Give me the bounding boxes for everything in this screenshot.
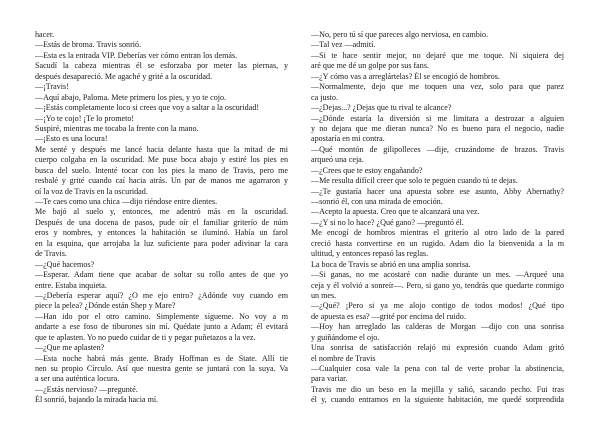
- text-line: y guiñándome el ojo.: [311, 332, 380, 342]
- text-line: —Te caes como una chica —dijo riéndose entre dientes.: [35, 197, 218, 206]
- text-line: Me encogí de hombros mientras el griterío al otro lado de la pared: [311, 228, 564, 238]
- text-line: —Esperar. Adam tiene que acabar de soltar su rollo antes de que yo: [35, 270, 288, 280]
- text-line: Una sonrisa de satisfacción relajó mi expresión cuando Adam gritó: [311, 343, 564, 353]
- text-line: —¿Que me aplasten?: [35, 343, 105, 353]
- text-line: Después de una docena de pasos, pude oír el familiar griterío de núm: [35, 217, 288, 227]
- text-line: —¿Debería esperar aquí? ¿O me ejo entro? ¿Adónde voy cuando em: [35, 290, 288, 300]
- text-line: ceja y él volvió a sonreír—. Pero, si gano yo, tendrás que quedarte conmigo: [311, 280, 564, 290]
- text-line: el nombre de Travis: [311, 353, 376, 363]
- text-line: —Si ganas, no me acostaré con nadie durante un mes. —Arqueé una: [311, 270, 564, 280]
- text-line: —Cualquier cosa vale la pena con tal de verte probar la abstinencia,: [311, 364, 564, 373]
- text-line: Suspiré, mientras me tocaba la frente con la mano.: [35, 123, 199, 133]
- text-line: —¡Travis!: [35, 82, 69, 92]
- text-line: creció hasta convertirse en un rugido. Adam dio la bienvenida a la m: [311, 238, 564, 248]
- text-line: —Normalmente, dejo que me toquen una vez, solo para que parez: [311, 82, 564, 92]
- text-line: Él sonrió, bajando la mirada hacia mí.: [35, 395, 159, 405]
- text-line: —Han ido por el otro camino. Simplemente sígueme. No voy a m: [35, 311, 288, 321]
- text-line: un mes.: [311, 290, 337, 300]
- text-line: —¿Qué hacemos?: [35, 259, 95, 269]
- text-line: —Esta noche habrá más gente. Brady Hoffman es de State. Allí tie: [35, 353, 288, 363]
- text-line: para variar.: [311, 374, 348, 384]
- text-line: —Si te hace sentir mejor, no dejaré que me toque. Ni siquiera dej: [311, 50, 564, 60]
- text-line: —Aquí abajo, Paloma. Mete primero los pies, y yo te cojo.: [35, 92, 227, 102]
- text-line: aré que me dé un golpe por sus fans.: [311, 61, 429, 71]
- text-line: —Me resulta difícil creer que solo te peguen cuando tú te dejas.: [311, 176, 518, 186]
- text-line: —Estás de broma. Travis sonrió.: [35, 40, 142, 50]
- text-line: en la esquina, que arrojaba la luz suficiente para poder adivinar la cara: [35, 238, 288, 248]
- text-line: de apuesta es esa? —grité por encima del ruido.: [311, 311, 466, 321]
- text-line: que te aplasten. Yo no puedo cuidar de ti y pegar puñetazos a la vez.: [35, 332, 256, 342]
- text-line: de Travis.: [35, 249, 67, 259]
- text-line: ultitud, y entonces repasó las reglas.: [311, 249, 429, 259]
- text-line: nen su propio Círculo. Así que nuestra gente se juntará con la suya. Va: [35, 364, 288, 373]
- text-line: —¿Dejas...? ¿Dejas que tu rival te alcance?: [311, 103, 452, 113]
- text-line: —¿Crees que te estoy engañando?: [311, 165, 423, 175]
- text-line: oí la voz de Travis en la oscuridad.: [35, 186, 148, 196]
- text-line: apostaría en mi contra.: [311, 134, 385, 144]
- text-line: —Tal vez —admití.: [311, 40, 376, 50]
- text-line: La boca de Travis se abrió en una amplia sonrisa.: [311, 259, 471, 269]
- right-text-column: [311, 30, 564, 406]
- text-line: después desapareció. Me agaché y grité a la oscuridad.: [35, 71, 213, 81]
- text-line: —¿Dónde estaría la diversión si me limitara a destrozar a alguien: [311, 113, 564, 123]
- text-line: hacer.: [35, 30, 55, 39]
- text-line: —Acepto la apuesta. Creo que te alcanzará una vez.: [311, 207, 480, 217]
- text-line: —¡Yo te cojo! ¡Te lo prometo!: [35, 113, 135, 123]
- text-line: busca del suelo. Intenté tocar con los pies la mano de Travis, pero me: [35, 165, 288, 175]
- text-line: entre. Estaba inquieta.: [35, 280, 107, 290]
- text-line: —No, pero tú sí que pareces algo nerviosa, en cambio.: [311, 30, 489, 39]
- text-line: —¿Te gustaría hacer una apuesta sobre ese asunto, Abby Abernathy?: [311, 186, 564, 196]
- text-line: —¿Qué? ¡Pero si ya me alojo contigo de todos modos! ¿Qué tipo: [311, 301, 564, 311]
- text-line: eros y nombres, y entonces la habitación se iluminó. Había un farol: [35, 228, 288, 238]
- text-line: —sonrió él, con una mirada de emoción.: [311, 197, 443, 206]
- text-line: —Qué montón de gilipolleces —dije, cruzándome de brazos. Travis: [311, 144, 564, 154]
- text-line: y no dejara que me dieran nunca? No es bueno para el negocio, nadie: [311, 123, 564, 133]
- text-line: —¡Estás completamente loco si crees que voy a saltar a la oscuridad!: [35, 103, 260, 113]
- text-line: —¿Y cómo vas a arreglártelas? Él se encogió de hombros.: [311, 71, 500, 81]
- text-line: —¡Esto es una locura!: [35, 134, 108, 144]
- text-line: andarte a ese foso de tiburones sin mí. Quédate junto a Adam; él evitará: [35, 322, 288, 332]
- text-line: —¿Estás nervioso? —pregunté.: [35, 384, 138, 394]
- text-line: —Hoy han arreglado las calderas de Morgan —dijo con una sonrisa: [311, 322, 564, 332]
- text-line: Me bajó al suelo y, entonces, me adentró más en la oscuridad.: [35, 207, 288, 217]
- text-line: Sacudí la cabeza mientras él se esforzaba por meter las piernas, y: [35, 61, 288, 71]
- text-line: Me senté y después me lancé hacia delante hasta que la mitad de mi: [35, 144, 288, 154]
- text-line: —¿Y si no lo hace? ¿Qué gano? —preguntó él.: [311, 217, 464, 227]
- text-line: arqueó una ceja.: [311, 155, 364, 165]
- text-line: él y, cuando entramos en la siguiente habitación, me quedé sorprendida: [311, 395, 564, 405]
- text-line: piece la pelea? ¿Dónde están Shep y Mare?: [35, 301, 176, 311]
- left-text-column: [35, 30, 288, 406]
- text-line: —Esta es la entrada VIP. Deberías ver cómo entran los demás.: [35, 50, 238, 60]
- text-line: Travis me dio un beso en la mejilla y salió, sacando pecho. Fui tras: [311, 384, 564, 394]
- text-line: resbalé y grité cuando caí hacia atrás. Un par de manos me agarraron y: [35, 176, 288, 186]
- text-line: ca justo.: [311, 92, 338, 102]
- text-line: a ser una auténtica locura.: [35, 374, 120, 384]
- text-line: cuerpo colgaba en la oscuridad. Me puse boca abajo y estiré los pies en: [35, 155, 288, 165]
